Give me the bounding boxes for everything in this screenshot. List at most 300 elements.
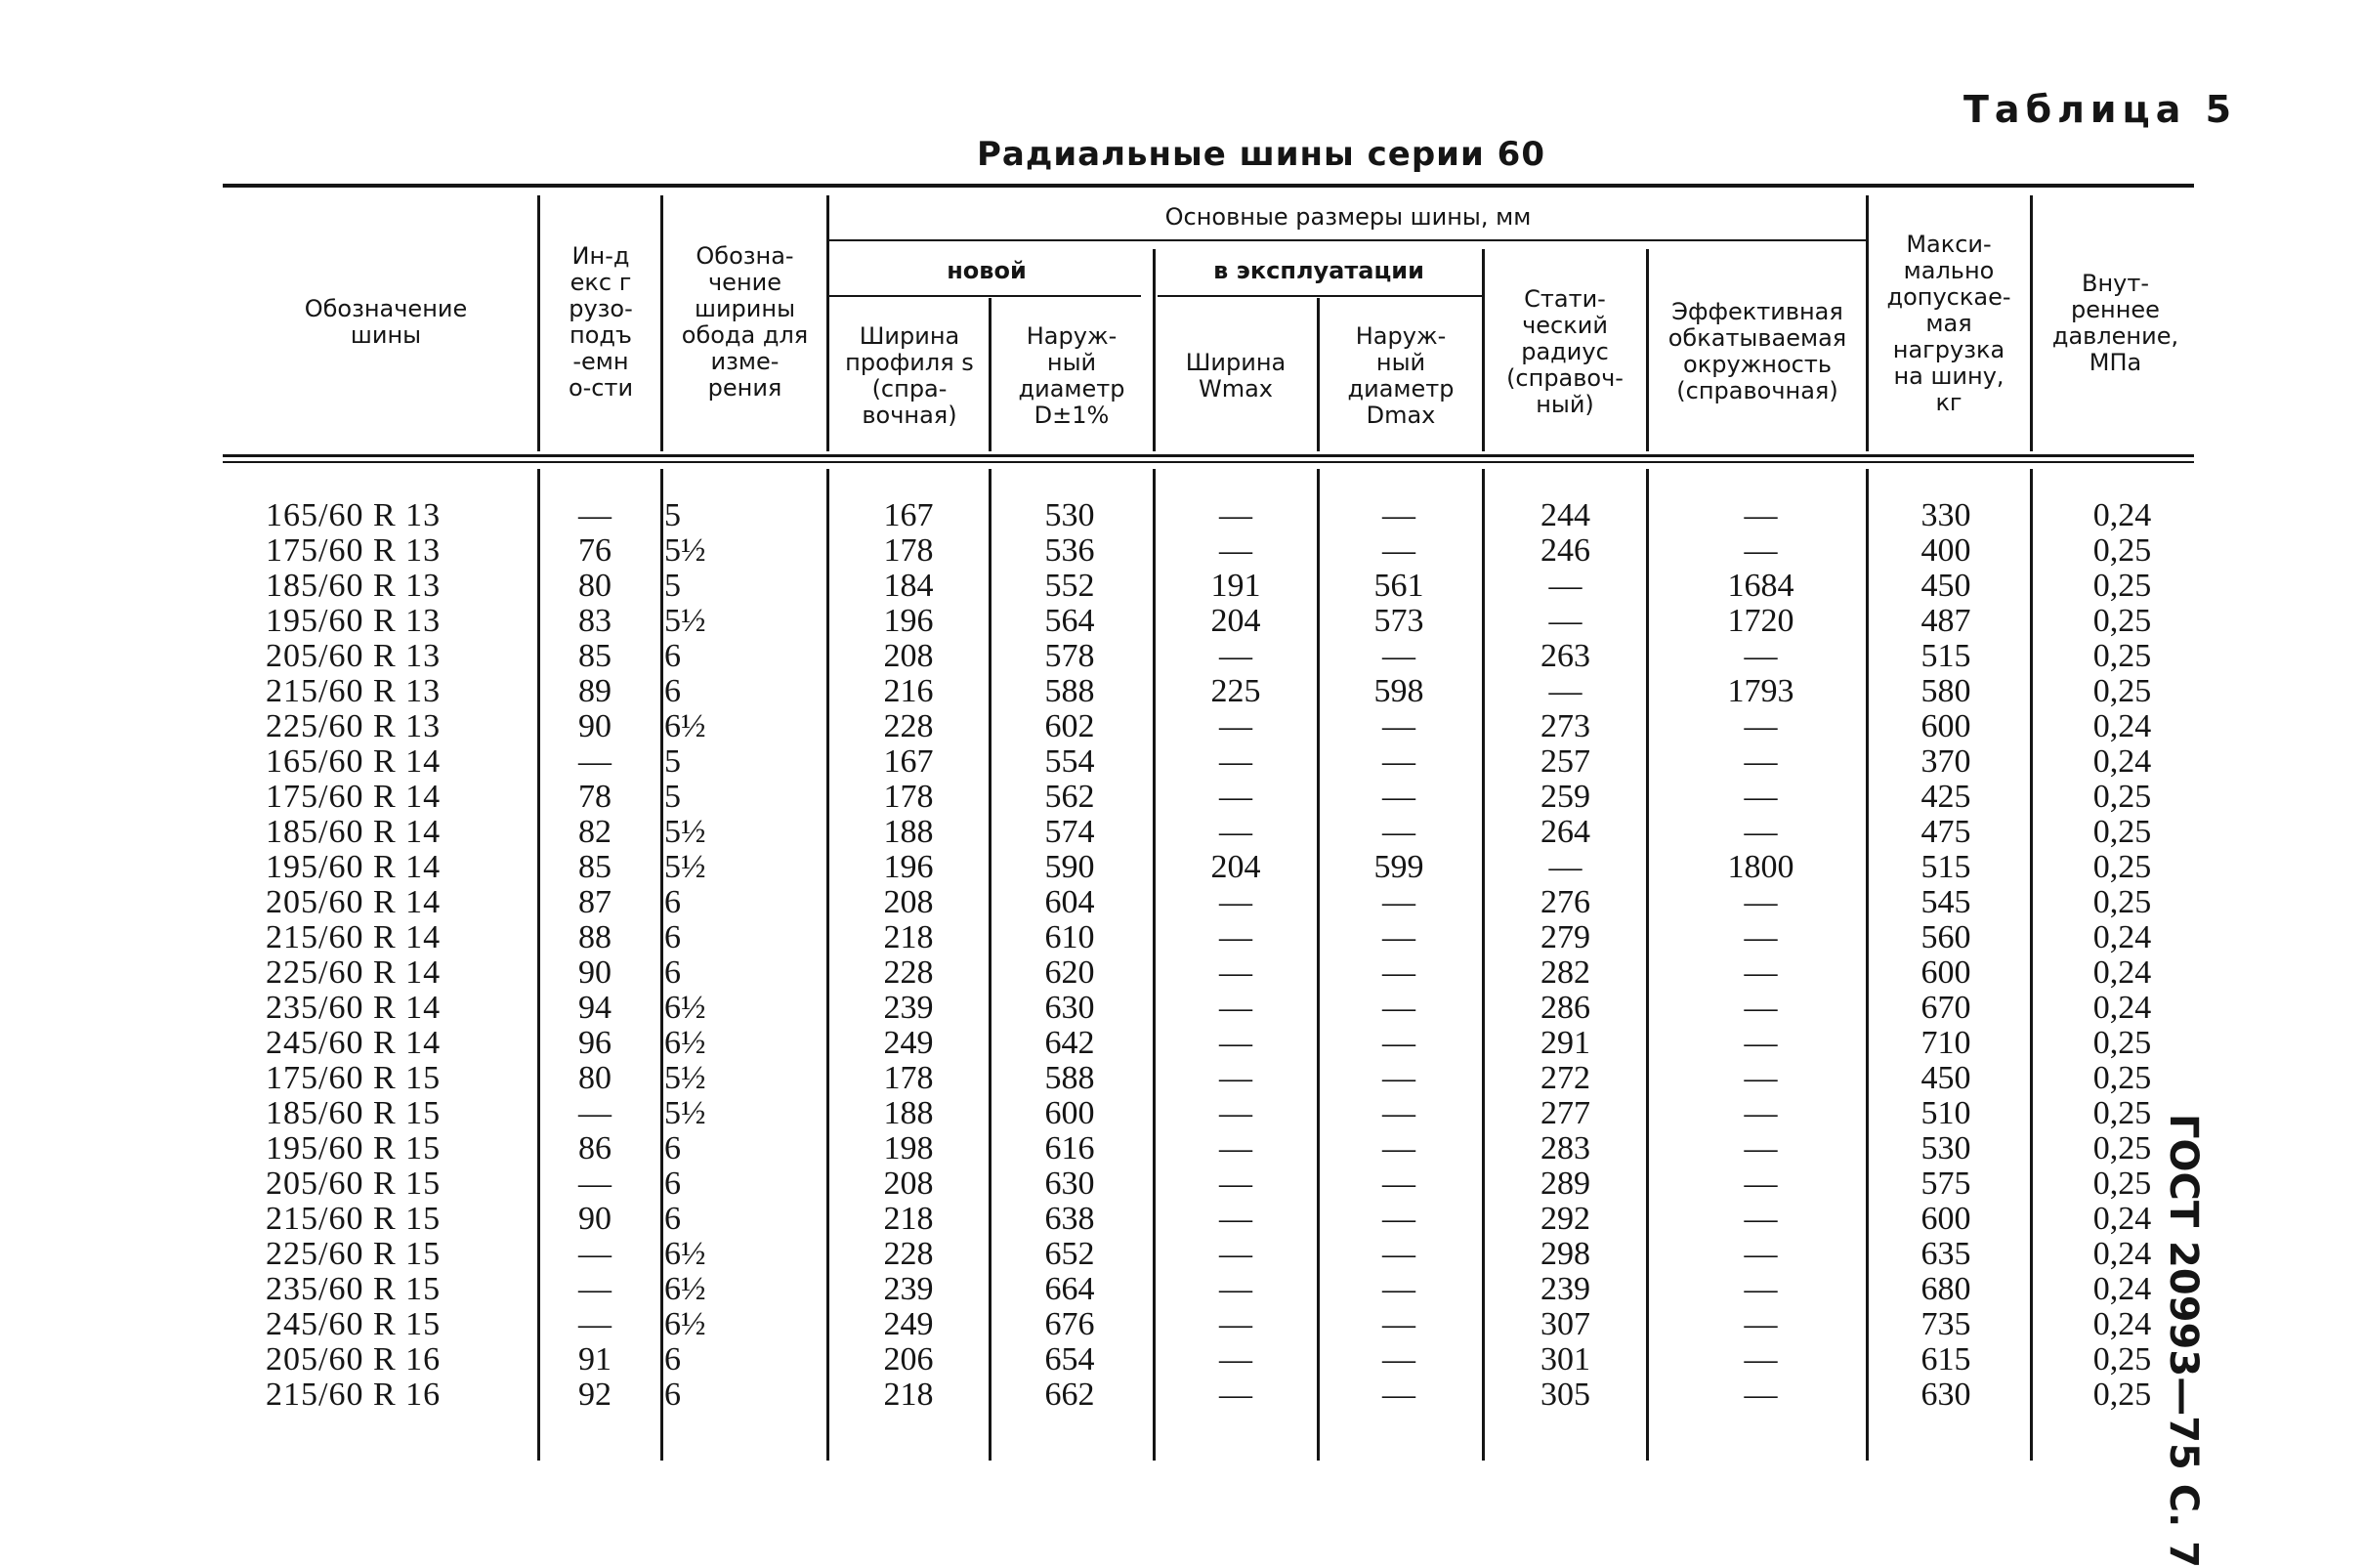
table-row [0,533,2363,569]
rim-width-cell: 6½ [664,1306,706,1342]
width-max-cell: — [1219,1165,1252,1202]
document-page-reference: ГОСТ 20993—75 С. 7 [2161,1114,2206,1568]
static-radius-cell: 279 [1540,919,1590,955]
static-radius-cell: — [1548,568,1582,604]
rim-width-cell: 5 [664,497,681,533]
max-load-cell: 600 [1920,954,1971,991]
header-divider-4 [989,298,992,451]
static-radius-cell: 263 [1540,638,1590,674]
profile-width-cell: 228 [883,708,934,744]
effective-circumference-cell: 1720 [1727,603,1794,639]
tire-designation-cell: 195/60 R 13 [266,603,442,639]
table-row [0,639,2363,674]
rim-width-cell: 5½ [664,532,706,569]
outer-diameter-cell: 588 [1044,1060,1095,1096]
max-load-cell: 545 [1920,884,1971,920]
rim-width-cell: 5½ [664,1095,706,1131]
load-index-cell: 89 [578,673,612,709]
outer-diameter-cell: 602 [1044,708,1095,744]
tire-designation-cell: 185/60 R 15 [266,1095,442,1131]
tire-designation-cell: 205/60 R 15 [266,1165,442,1202]
effective-circumference-cell: — [1744,497,1778,533]
inner-pressure-cell: 0,25 [2092,1095,2152,1131]
tire-designation-cell: 175/60 R 13 [266,532,442,569]
static-radius-cell: 286 [1540,990,1590,1026]
outer-diameter-cell: 554 [1044,743,1095,780]
static-radius-cell: — [1548,849,1582,885]
header-width-max: Ширина Wmax [1185,349,1287,403]
tire-designation-cell: 165/60 R 13 [266,497,442,533]
max-load-cell: 515 [1920,849,1971,885]
static-radius-cell: 257 [1540,743,1590,780]
outer-diameter-cell: 600 [1044,1095,1095,1131]
inner-pressure-cell: 0,25 [2092,673,2152,709]
effective-circumference-cell: 1800 [1727,849,1794,885]
effective-circumference-cell: 1793 [1727,673,1794,709]
diameter-max-cell: — [1382,1306,1415,1342]
header-bottom-rule-2 [223,461,2194,463]
tire-designation-cell: 225/60 R 14 [266,954,442,991]
diameter-max-cell: — [1382,743,1415,780]
load-index-cell: 94 [578,990,612,1026]
outer-diameter-cell: 610 [1044,919,1095,955]
diameter-max-cell: — [1382,1377,1415,1413]
effective-circumference-cell: — [1744,1060,1778,1096]
load-index-cell: — [578,1271,612,1307]
max-load-cell: 635 [1920,1236,1971,1272]
table-row [0,1377,2363,1413]
header-load-index: Ин-декс грузо-подъ-емно-сти [568,242,634,402]
inner-pressure-cell: 0,24 [2092,743,2152,780]
max-load-cell: 560 [1920,919,1971,955]
profile-width-cell: 184 [883,568,934,604]
diameter-max-cell: 599 [1373,849,1424,885]
table-row [0,569,2363,604]
inner-pressure-cell: 0,25 [2092,638,2152,674]
header-divider-6 [1317,298,1320,451]
table-row [0,674,2363,709]
profile-width-cell: 167 [883,743,934,780]
rim-width-cell: 6 [664,919,681,955]
table-row [0,1026,2363,1061]
outer-diameter-cell: 574 [1044,814,1095,850]
rim-width-cell: 6 [664,1130,681,1166]
inner-pressure-cell: 0,25 [2092,779,2152,815]
effective-circumference-cell: — [1744,1165,1778,1202]
diameter-max-cell: — [1382,779,1415,815]
table-row [0,1061,2363,1096]
static-radius-cell: — [1548,603,1582,639]
static-radius-cell: 276 [1540,884,1590,920]
main-group-underline [828,239,1869,241]
rim-width-cell: 6 [664,954,681,991]
max-load-cell: 487 [1920,603,1971,639]
rim-width-cell: 6 [664,1341,681,1377]
static-radius-cell: 259 [1540,779,1590,815]
diameter-max-cell: — [1382,1271,1415,1307]
static-radius-cell: 289 [1540,1165,1590,1202]
table-top-rule [223,184,2194,188]
profile-width-cell: 249 [883,1306,934,1342]
diameter-max-cell: — [1382,1165,1415,1202]
profile-width-cell: 188 [883,1095,934,1131]
outer-diameter-cell: 620 [1044,954,1095,991]
load-index-cell: 82 [578,814,612,850]
table-title: Радиальные шины серии 60 [977,135,1545,174]
tire-designation-cell: 245/60 R 14 [266,1025,442,1061]
load-index-cell: 76 [578,532,612,569]
table-row [0,1202,2363,1237]
static-radius-cell: 305 [1540,1377,1590,1413]
outer-diameter-cell: 604 [1044,884,1095,920]
outer-diameter-cell: 588 [1044,673,1095,709]
profile-width-cell: 218 [883,919,934,955]
static-radius-cell: 277 [1540,1095,1590,1131]
effective-circumference-cell: — [1744,743,1778,780]
rim-width-cell: 6½ [664,1025,706,1061]
profile-width-cell: 196 [883,849,934,885]
diameter-max-cell: — [1382,1130,1415,1166]
load-index-cell: 90 [578,954,612,991]
profile-width-cell: 208 [883,1165,934,1202]
header-rim-width: Обозна-чение ширины обода для изме-рения [681,242,809,402]
load-index-cell: 96 [578,1025,612,1061]
tire-designation-cell: 245/60 R 15 [266,1306,442,1342]
load-index-cell: 92 [578,1377,612,1413]
outer-diameter-cell: 578 [1044,638,1095,674]
effective-circumference-cell: — [1744,1130,1778,1166]
width-max-cell: — [1219,1025,1252,1061]
inner-pressure-cell: 0,24 [2092,1201,2152,1237]
width-max-cell: — [1219,497,1252,533]
profile-width-cell: 178 [883,779,934,815]
header-diameter-max: Наруж-ный диаметр Dmax [1347,322,1455,429]
profile-width-cell: 239 [883,1271,934,1307]
inner-pressure-cell: 0,24 [2092,919,2152,955]
rim-width-cell: 6 [664,1165,681,1202]
max-load-cell: 450 [1920,568,1971,604]
diameter-max-cell: — [1382,1060,1415,1096]
inner-pressure-cell: 0,25 [2092,532,2152,569]
max-load-cell: 510 [1920,1095,1971,1131]
header-divider-2 [660,195,663,451]
diameter-max-cell: 573 [1373,603,1424,639]
profile-width-cell: 239 [883,990,934,1026]
effective-circumference-cell: — [1744,919,1778,955]
diameter-max-cell: — [1382,919,1415,955]
inner-pressure-cell: 0,25 [2092,1341,2152,1377]
max-load-cell: 600 [1920,708,1971,744]
table-row [0,955,2363,991]
diameter-max-cell: — [1382,814,1415,850]
outer-diameter-cell: 630 [1044,1165,1095,1202]
width-max-cell: — [1219,1130,1252,1166]
tire-designation-cell: 195/60 R 15 [266,1130,442,1166]
table-row [0,1342,2363,1377]
header-effective-circumference: Эффективная обкатываемая окружность (справочная) [1667,298,1847,404]
outer-diameter-cell: 676 [1044,1306,1095,1342]
load-index-cell: 90 [578,708,612,744]
width-max-cell: 191 [1210,568,1261,604]
load-index-cell: — [578,1236,612,1272]
load-index-cell: 83 [578,603,612,639]
effective-circumference-cell: — [1744,1025,1778,1061]
width-max-cell: — [1219,919,1252,955]
outer-diameter-cell: 536 [1044,532,1095,569]
rim-width-cell: 6½ [664,990,706,1026]
header-new-group: новой [947,256,1027,284]
effective-circumference-cell: — [1744,954,1778,991]
static-radius-cell: — [1548,673,1582,709]
rim-width-cell: 5½ [664,1060,706,1096]
static-radius-cell: 272 [1540,1060,1590,1096]
load-index-cell: — [578,1165,612,1202]
header-inner-pressure: Внут-реннее давление, МПа [2051,270,2179,376]
effective-circumference-cell: — [1744,814,1778,850]
tire-designation-cell: 175/60 R 15 [266,1060,442,1096]
inner-pressure-cell: 0,24 [2092,1236,2152,1272]
effective-circumference-cell: 1684 [1727,568,1794,604]
width-max-cell: 225 [1210,673,1261,709]
outer-diameter-cell: 662 [1044,1377,1095,1413]
table-row [0,1237,2363,1272]
outer-diameter-cell: 564 [1044,603,1095,639]
header-outer-diameter: Наруж-ный диаметр D±1% [1018,322,1125,429]
inner-pressure-cell: 0,25 [2092,603,2152,639]
rim-width-cell: 5½ [664,603,706,639]
rim-width-cell: 6 [664,1377,681,1413]
load-index-cell: — [578,1306,612,1342]
profile-width-cell: 218 [883,1201,934,1237]
width-max-cell: — [1219,1271,1252,1307]
header-service-group: в эксплуатации [1213,256,1424,284]
max-load-cell: 575 [1920,1165,1971,1202]
width-max-cell: — [1219,708,1252,744]
table-row [0,850,2363,885]
diameter-max-cell: — [1382,1341,1415,1377]
static-radius-cell: 273 [1540,708,1590,744]
width-max-cell: — [1219,1377,1252,1413]
inner-pressure-cell: 0,25 [2092,568,2152,604]
outer-diameter-cell: 642 [1044,1025,1095,1061]
rim-width-cell: 5 [664,568,681,604]
profile-width-cell: 188 [883,814,934,850]
width-max-cell: — [1219,990,1252,1026]
inner-pressure-cell: 0,24 [2092,954,2152,991]
diameter-max-cell: — [1382,1095,1415,1131]
width-max-cell: — [1219,1060,1252,1096]
width-max-cell: — [1219,743,1252,780]
static-radius-cell: 264 [1540,814,1590,850]
inner-pressure-cell: 0,25 [2092,1130,2152,1166]
static-radius-cell: 301 [1540,1341,1590,1377]
profile-width-cell: 167 [883,497,934,533]
rim-width-cell: 6½ [664,1271,706,1307]
tire-designation-cell: 185/60 R 13 [266,568,442,604]
diameter-max-cell: 598 [1373,673,1424,709]
max-load-cell: 450 [1920,1060,1971,1096]
tire-designation-cell: 215/60 R 13 [266,673,442,709]
width-max-cell: — [1219,1306,1252,1342]
rim-width-cell: 6 [664,638,681,674]
table-row [0,498,2363,533]
load-index-cell: 78 [578,779,612,815]
rim-width-cell: 6 [664,673,681,709]
diameter-max-cell: — [1382,532,1415,569]
load-index-cell: 80 [578,1060,612,1096]
effective-circumference-cell: — [1744,1377,1778,1413]
tire-designation-cell: 225/60 R 15 [266,1236,442,1272]
effective-circumference-cell: — [1744,990,1778,1026]
table-row [0,1096,2363,1131]
width-max-cell: — [1219,779,1252,815]
max-load-cell: 515 [1920,638,1971,674]
load-index-cell: 80 [578,568,612,604]
width-max-cell: — [1219,1095,1252,1131]
width-max-cell: 204 [1210,849,1261,885]
effective-circumference-cell: — [1744,1271,1778,1307]
diameter-max-cell: — [1382,1201,1415,1237]
header-divider-8 [1646,249,1649,451]
effective-circumference-cell: — [1744,1201,1778,1237]
table-row [0,744,2363,780]
diameter-max-cell: — [1382,884,1415,920]
profile-width-cell: 196 [883,603,934,639]
max-load-cell: 370 [1920,743,1971,780]
diameter-max-cell: — [1382,1025,1415,1061]
max-load-cell: 735 [1920,1306,1971,1342]
tire-designation-cell: 235/60 R 15 [266,1271,442,1307]
load-index-cell: 86 [578,1130,612,1166]
header-divider-9 [1866,195,1869,451]
max-load-cell: 475 [1920,814,1971,850]
tire-designation-cell: 165/60 R 14 [266,743,442,780]
outer-diameter-cell: 562 [1044,779,1095,815]
outer-diameter-cell: 654 [1044,1341,1095,1377]
outer-diameter-cell: 630 [1044,990,1095,1026]
tire-designation-cell: 175/60 R 14 [266,779,442,815]
rim-width-cell: 5½ [664,814,706,850]
table-row [0,1307,2363,1342]
load-index-cell: 91 [578,1341,612,1377]
max-load-cell: 670 [1920,990,1971,1026]
outer-diameter-cell: 530 [1044,497,1095,533]
table-row [0,709,2363,744]
max-load-cell: 330 [1920,497,1971,533]
load-index-cell: 85 [578,638,612,674]
tire-designation-cell: 215/60 R 15 [266,1201,442,1237]
load-index-cell: — [578,1095,612,1131]
table-number-label: Таблица 5 [1963,88,2238,131]
inner-pressure-cell: 0,25 [2092,849,2152,885]
rim-width-cell: 6 [664,884,681,920]
outer-diameter-cell: 616 [1044,1130,1095,1166]
max-load-cell: 630 [1920,1377,1971,1413]
profile-width-cell: 249 [883,1025,934,1061]
profile-width-cell: 208 [883,638,934,674]
header-divider-10 [2030,195,2033,451]
inner-pressure-cell: 0,25 [2092,1025,2152,1061]
max-load-cell: 710 [1920,1025,1971,1061]
static-radius-cell: 307 [1540,1306,1590,1342]
table-row [0,1166,2363,1202]
static-radius-cell: 282 [1540,954,1590,991]
rim-width-cell: 6½ [664,708,706,744]
inner-pressure-cell: 0,24 [2092,1271,2152,1307]
tire-designation-cell: 215/60 R 14 [266,919,442,955]
static-radius-cell: 244 [1540,497,1590,533]
table-row [0,1272,2363,1307]
outer-diameter-cell: 638 [1044,1201,1095,1237]
effective-circumference-cell: — [1744,638,1778,674]
table-row [0,991,2363,1026]
max-load-cell: 400 [1920,532,1971,569]
subgroup-underline-new [828,295,1141,297]
load-index-cell: 87 [578,884,612,920]
inner-pressure-cell: 0,25 [2092,884,2152,920]
header-divider-7 [1482,249,1485,451]
max-load-cell: 425 [1920,779,1971,815]
header-max-load: Макси-мально допускае-мая нагрузка на шину, кг [1886,230,2011,416]
outer-diameter-cell: 590 [1044,849,1095,885]
width-max-cell: — [1219,884,1252,920]
header-divider-3 [826,195,829,451]
header-tire-designation: Обозначение шины [304,295,468,349]
width-max-cell: — [1219,1341,1252,1377]
table-row [0,780,2363,815]
tire-designation-cell: 185/60 R 14 [266,814,442,850]
subgroup-underline-service [1158,295,1485,297]
profile-width-cell: 178 [883,532,934,569]
profile-width-cell: 218 [883,1377,934,1413]
inner-pressure-cell: 0,24 [2092,1306,2152,1342]
profile-width-cell: 216 [883,673,934,709]
diameter-max-cell: — [1382,954,1415,991]
tire-designation-cell: 205/60 R 13 [266,638,442,674]
tire-designation-cell: 215/60 R 16 [266,1377,442,1413]
table-row [0,604,2363,639]
profile-width-cell: 206 [883,1341,934,1377]
max-load-cell: 530 [1920,1130,1971,1166]
profile-width-cell: 198 [883,1130,934,1166]
diameter-max-cell: — [1382,497,1415,533]
tire-designation-cell: 235/60 R 14 [266,990,442,1026]
effective-circumference-cell: — [1744,1306,1778,1342]
static-radius-cell: 246 [1540,532,1590,569]
profile-width-cell: 208 [883,884,934,920]
header-bottom-rule-1 [223,454,2194,457]
header-profile-width: Ширина профиля s (спра-вочная) [845,322,974,429]
header-divider-5 [1153,249,1156,451]
effective-circumference-cell: — [1744,708,1778,744]
table-row [0,1131,2363,1166]
tire-designation-cell: 205/60 R 16 [266,1341,442,1377]
effective-circumference-cell: — [1744,1095,1778,1131]
diameter-max-cell: — [1382,990,1415,1026]
rim-width-cell: 5 [664,779,681,815]
width-max-cell: — [1219,638,1252,674]
width-max-cell: 204 [1210,603,1261,639]
tire-designation-cell: 205/60 R 14 [266,884,442,920]
profile-width-cell: 228 [883,1236,934,1272]
effective-circumference-cell: — [1744,1341,1778,1377]
inner-pressure-cell: 0,25 [2092,1377,2152,1413]
table-row [0,920,2363,955]
table-row [0,885,2363,920]
load-index-cell: — [578,497,612,533]
inner-pressure-cell: 0,24 [2092,497,2152,533]
effective-circumference-cell: — [1744,884,1778,920]
